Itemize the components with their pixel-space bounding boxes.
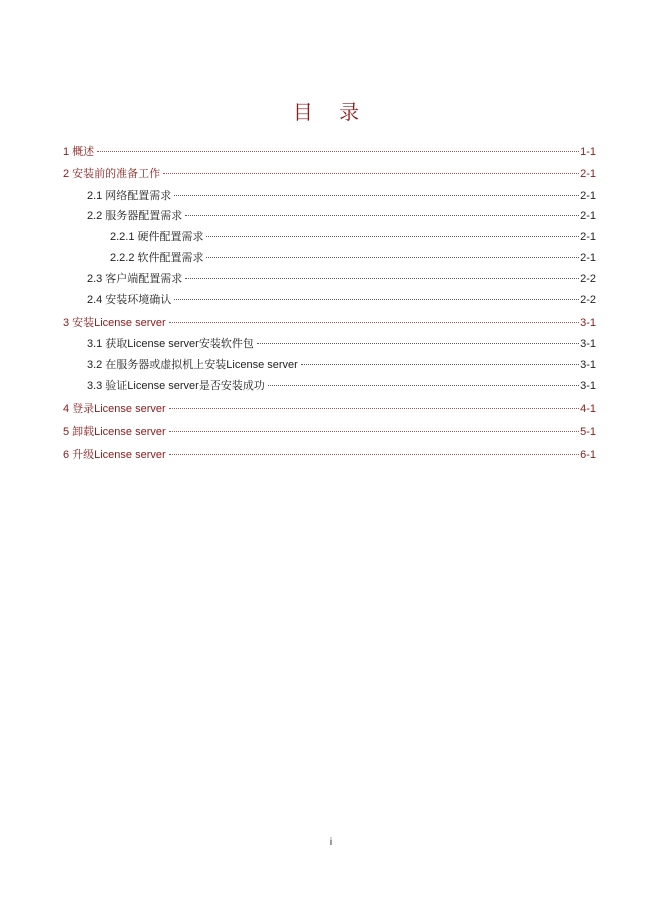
toc-entry-page: 2-1 [580, 231, 596, 243]
toc-leader-dots [169, 408, 579, 409]
toc-entry-number: 2.4 [87, 294, 103, 306]
toc-entry-3-3[interactable] [87, 379, 596, 393]
toc-entry-page: 4-1 [580, 403, 596, 415]
toc-entry-page: 3-1 [580, 317, 596, 329]
toc-leader-dots [206, 257, 579, 258]
toc-entry-label: 验证License server是否安装成功 [105, 380, 265, 392]
toc-entry-number: 3.1 [87, 338, 103, 350]
toc-entry-number: 3.2 [87, 359, 103, 371]
toc-entry-number: 4 [63, 403, 70, 415]
toc-leader-dots [169, 454, 579, 455]
toc-entry-label: 网络配置需求 [105, 190, 172, 202]
toc-entry-2-2-2[interactable] [110, 251, 596, 265]
toc-entry-label: 获取License server安装软件包 [105, 338, 254, 350]
toc-entry-label: 在服务器或虚拟机上安装License server [105, 359, 298, 371]
toc-entry-2-3[interactable] [87, 272, 596, 286]
toc-entry-3-1[interactable] [87, 337, 596, 351]
toc-entry-number: 3 [63, 317, 70, 329]
toc-entry-number: 2 [63, 168, 70, 180]
toc-leader-dots [163, 173, 579, 174]
toc-entry-page: 2-1 [580, 252, 596, 264]
toc-entry-page: 1-1 [580, 146, 596, 158]
toc-entry-2[interactable] [63, 167, 596, 181]
toc-entry-2-1[interactable] [87, 189, 596, 203]
toc-entry-label: 安装License server [72, 317, 166, 329]
toc-entry-label: 安装环境确认 [105, 294, 172, 306]
toc-entry-label: 软件配置需求 [137, 252, 204, 264]
toc-entry-page: 2-2 [580, 273, 596, 285]
toc-leader-dots [169, 431, 579, 432]
toc-entry-page: 6-1 [580, 449, 596, 461]
toc-entry-number: 1 [63, 146, 70, 158]
toc-entry-number: 6 [63, 449, 70, 461]
toc-leader-dots [174, 195, 579, 196]
toc-entry-page: 2-1 [580, 210, 596, 222]
toc-leader-dots [185, 215, 579, 216]
toc-entry-page: 3-1 [580, 359, 596, 371]
toc-leader-dots [301, 364, 579, 365]
toc-entry-page: 2-1 [580, 190, 596, 202]
toc-entry-3[interactable] [63, 316, 596, 330]
toc-entry-label: 概述 [72, 146, 95, 158]
toc-entry-5[interactable] [63, 425, 596, 439]
toc-entry-number: 2.2.2 [110, 252, 135, 264]
toc-entry-2-2-1[interactable] [110, 230, 596, 244]
toc-title: 目 录 [292, 100, 370, 124]
toc-leader-dots [268, 385, 579, 386]
toc-entry-label: 升级License server [72, 449, 166, 461]
toc-leader-dots [174, 299, 579, 300]
toc-entry-label: 登录License server [72, 403, 166, 415]
toc-entry-label: 客户端配置需求 [105, 273, 183, 285]
toc-entry-number: 2.2 [87, 210, 103, 222]
toc-entry-page: 2-2 [580, 294, 596, 306]
toc-entry-6[interactable] [63, 448, 596, 462]
toc-leader-dots [257, 343, 579, 344]
toc-entry-label: 服务器配置需求 [105, 210, 183, 222]
toc-entry-number: 2.3 [87, 273, 103, 285]
toc-entry-number: 5 [63, 426, 70, 438]
toc-leader-dots [97, 151, 579, 152]
toc-entry-number: 2.2.1 [110, 231, 135, 243]
page-number: i [329, 837, 333, 848]
toc-entry-label: 硬件配置需求 [137, 231, 204, 243]
toc-entry-number: 3.3 [87, 380, 103, 392]
toc-entry-number: 2.1 [87, 190, 103, 202]
toc-leader-dots [185, 278, 579, 279]
toc-leader-dots [206, 236, 579, 237]
toc-entry-1[interactable] [63, 145, 596, 159]
toc-entry-page: 3-1 [580, 380, 596, 392]
toc-entry-page: 2-1 [580, 168, 596, 180]
toc-entry-3-2[interactable] [87, 358, 596, 372]
toc-entry-page: 5-1 [580, 426, 596, 438]
toc-entry-page: 3-1 [580, 338, 596, 350]
toc-entry-label: 卸载License server [72, 426, 166, 438]
toc-entry-4[interactable] [63, 402, 596, 416]
toc-entry-2-2[interactable] [87, 209, 596, 223]
toc-entry-2-4[interactable] [87, 293, 596, 307]
toc-entry-label: 安装前的准备工作 [72, 168, 161, 180]
toc-leader-dots [169, 322, 579, 323]
